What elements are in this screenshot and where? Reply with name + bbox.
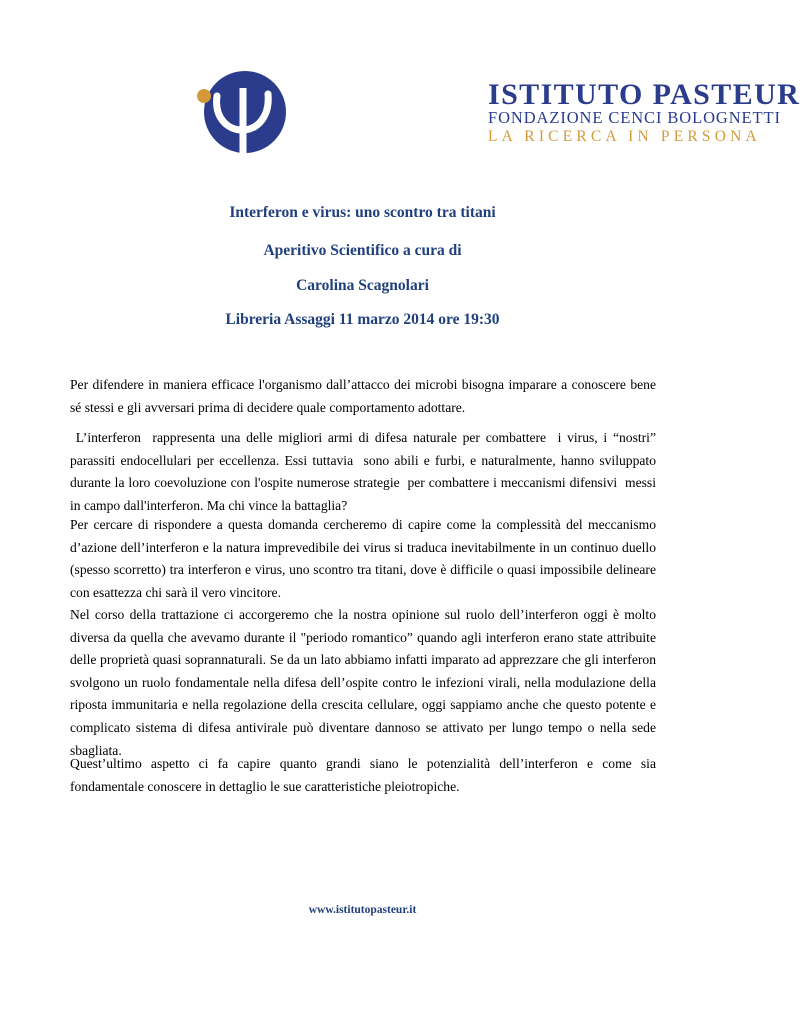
- body-paragraph: Nel corso della trattazione ci accorgeremo che la nostra opinione sul ruolo dell’interferon oggi è molto diversa da quella che avevamo durante il "periodo romantico” quando agli interferon erano state attribuite delle proprietà quasi soprannaturali. Se da un lato abbiamo infatti imparato ad apprezzare che gli interferon svolgono un ruolo fondamentale nella difesa dell’ospite contro le infezioni virali, nella modulazione della riposta immunitaria e nella regolazione della crescita cellulare, oggi sappiamo anche che questo potente e complicato sistema di difesa antivirale può diventare dannoso se attivato per lungo tempo o nella sede sbagliata.: [70, 607, 656, 758]
- body-paragraph: L’interferon rappresenta una delle migliori armi di difesa naturale per combattere i virus, i “nostri” parassiti endocellulari per eccellenza. Essi tuttavia sono abili e furbi, e naturalmente, hanno sviluppato durante la loro coevoluzione con l'ospite numerose strategie per combattere i meccanismi difensivi messi in campo dall'interferon. Ma chi vince la battaglia?: [70, 430, 660, 513]
- event-venue-date: Libreria Assaggi 11 marzo 2014 ore 19:30: [225, 311, 500, 328]
- body-paragraph: Quest’ultimo aspetto ci fa capire quanto grandi siano le potenzialità dell’interferon e come sia fondamentale conoscere in dettaglio le sue caratteristiche pleiotropiche.: [70, 756, 656, 794]
- event-title: Interferon e virus: uno scontro tra titani: [229, 204, 496, 221]
- istituto-pasteur-logo: [196, 70, 800, 155]
- pasteur-emblem-icon: [196, 70, 288, 155]
- body-paragraph: Per difendere in maniera efficace l'organismo dall’attacco dei microbi bisogna imparare a conoscere bene sé stessi e gli avversari prima di decidere quale comportamento adottare.: [70, 377, 656, 415]
- logo-name: ISTITUTO PASTEUR: [488, 78, 800, 111]
- speaker-name: Carolina Scagnolari: [296, 277, 429, 294]
- logo-tagline: LA RICERCA IN PERSONA: [488, 128, 761, 145]
- body-paragraph: Per cercare di rispondere a questa domanda cercheremo di capire come la complessità del meccanismo d’azione dell’interferon e la natura imprevedibile dei virus si traduca inevitabilmente in un continuo duello (spesso scorretto) tra interferon e virus, uno scontro tra titani, dove è difficile o quasi impossibile delineare con esattezza chi sarà il vero vincitore.: [70, 517, 656, 600]
- logo-subtitle: FONDAZIONE CENCI BOLOGNETTI: [488, 108, 781, 127]
- footer-website-link[interactable]: www.istitutopasteur.it: [308, 904, 417, 916]
- event-subtitle: Aperitivo Scientifico a cura di: [263, 242, 462, 259]
